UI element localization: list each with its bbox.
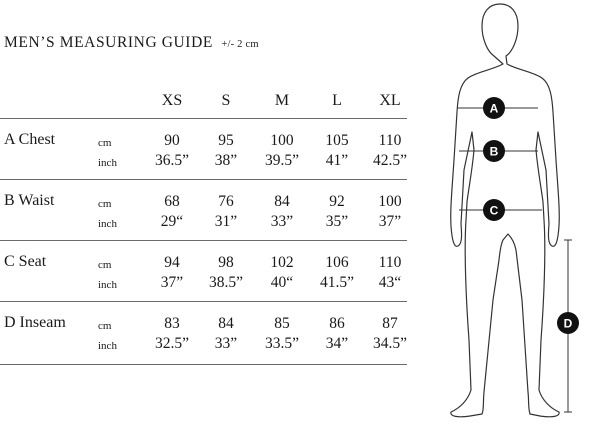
cell-cm: 76 (218, 193, 234, 210)
cell-inch: 34” (325, 335, 349, 352)
cell-inch: 33” (270, 213, 294, 230)
row-label: A Chest (4, 131, 56, 148)
cell-cm: 90 (164, 132, 180, 149)
unit-inch-label: inch (98, 340, 117, 352)
cell-inch: 41.5” (319, 274, 354, 291)
tolerance-note: +/- 2 cm (221, 39, 259, 50)
badge-b-label: B (489, 144, 499, 159)
unit-inch-label: inch (98, 218, 117, 230)
cell-inch: 41” (325, 152, 349, 169)
badge-c-label: C (489, 203, 499, 218)
cell-cm: 87 (382, 315, 398, 332)
unit-cm-label: cm (98, 320, 112, 332)
size-header-s: S (221, 92, 231, 109)
badge-b (483, 140, 505, 162)
cell-inch: 33” (214, 335, 238, 352)
row-label: B Waist (4, 192, 55, 209)
unit-inch-label: inch (98, 279, 117, 291)
cell-inch: 39.5” (264, 152, 299, 169)
body-outline-illustration (410, 0, 600, 430)
cell-cm: 86 (329, 315, 345, 332)
cell-inch: 35” (325, 213, 349, 230)
table-divider (0, 301, 407, 302)
cell-inch: 31” (214, 213, 238, 230)
cell-cm: 92 (329, 193, 345, 210)
size-header-xs: XS (161, 92, 183, 109)
badge-a-label: A (489, 101, 499, 116)
cell-inch: 29“ (160, 213, 184, 230)
cell-cm: 98 (218, 254, 234, 271)
cell-inch: 37” (160, 274, 184, 291)
badge-d-label: D (563, 316, 573, 331)
size-header-l: L (332, 92, 342, 109)
cell-inch: 37” (378, 213, 402, 230)
cell-cm: 110 (378, 254, 402, 271)
cell-cm: 110 (378, 132, 402, 149)
table-divider (0, 240, 407, 241)
table-divider (0, 364, 407, 365)
cell-inch: 32.5” (154, 335, 189, 352)
cell-cm: 100 (270, 132, 294, 149)
cell-cm: 84 (274, 193, 290, 210)
cell-inch: 36.5” (154, 152, 189, 169)
cell-inch: 43“ (378, 274, 402, 291)
guide-title-text: MEN’S MEASURING GUIDE (4, 34, 213, 51)
unit-cm-label: cm (98, 198, 112, 210)
cell-cm: 105 (325, 132, 349, 149)
unit-cm-label: cm (98, 259, 112, 271)
cell-inch: 38” (214, 152, 238, 169)
guide-title (4, 34, 259, 52)
cell-inch: 40“ (270, 274, 294, 291)
cell-inch: 42.5” (372, 152, 407, 169)
size-header-xl: XL (379, 92, 401, 109)
badge-c (483, 199, 505, 221)
cell-cm: 100 (378, 193, 402, 210)
body-figure (410, 0, 600, 430)
cell-cm: 94 (164, 254, 180, 271)
cell-cm: 95 (218, 132, 234, 149)
cell-inch: 34.5” (372, 335, 407, 352)
table-divider (0, 179, 407, 180)
badge-d (557, 312, 579, 334)
cell-inch: 33.5” (264, 335, 299, 352)
row-label: C Seat (4, 253, 47, 270)
cell-cm: 83 (164, 315, 180, 332)
cell-cm: 68 (164, 193, 180, 210)
cell-cm: 84 (218, 315, 234, 332)
cell-cm: 102 (270, 254, 294, 271)
unit-cm-label: cm (98, 137, 112, 149)
size-header-m: M (274, 92, 290, 109)
badge-a (483, 97, 505, 119)
cell-cm: 85 (274, 315, 290, 332)
table-divider (0, 118, 407, 119)
cell-inch: 38.5” (208, 274, 243, 291)
row-label: D Inseam (4, 314, 66, 331)
unit-inch-label: inch (98, 157, 117, 169)
cell-cm: 106 (325, 254, 349, 271)
